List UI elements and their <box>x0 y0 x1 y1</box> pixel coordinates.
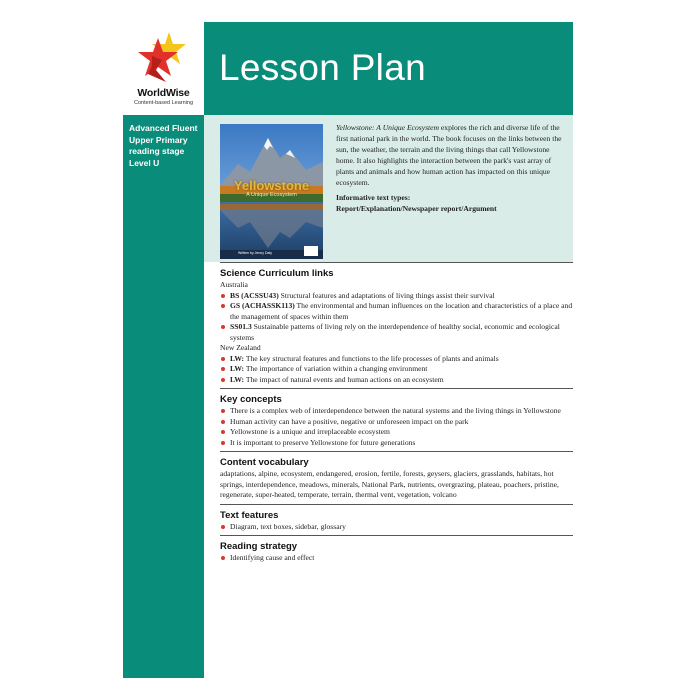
description-body: explores the rich and diverse life of the first national park in the world. The book focuses on the links between the sun, the weather, the terrain and the living things that call Yellowstone home. It also highlights the interaction between the park's vast array of plants and animals and how human action has impacted on this unique ecosystem. <box>336 123 562 187</box>
section-heading: Reading strategy <box>220 541 298 552</box>
curriculum-text: The key structural features and functions to the life processes of plants and animals <box>244 353 499 363</box>
curriculum-code: GS (ACHASSK113) <box>230 301 295 310</box>
level-line: Level U <box>129 157 160 168</box>
page-title: Lesson Plan <box>219 47 426 88</box>
list-item: Identifying cause and effect <box>220 553 573 564</box>
sidebar-band <box>123 115 204 678</box>
region-label: New Zealand <box>220 343 261 352</box>
curriculum-code: LW: <box>230 353 245 363</box>
curriculum-text: Sustainable patterns of living rely on the interdependence of healthy social, economic and ecological systems <box>230 322 560 342</box>
list-item <box>220 375 573 386</box>
vocabulary-text: adaptations, alpine, ecosystem, endangered, erosion, fertile, forests, geysers, glaciers, grasslands, habitats, hot springs, interdependence, meadows, minerals, National Park, nutrients, overgrazing, plateau, poachers, pristine, regenerate, super-heated, temperate, terrain, thermal vent, vegetation, volcano <box>220 469 559 499</box>
intro-text <box>336 122 564 214</box>
worldwise-logo <box>123 22 204 115</box>
reading-level <box>129 123 203 169</box>
curriculum-text: Structural features and adaptations of living things assist their survival <box>278 290 495 300</box>
region-label: Australia <box>220 280 248 289</box>
section-heading: Text features <box>220 509 279 521</box>
list-item <box>220 301 573 322</box>
curriculum-code: LW: <box>230 374 245 384</box>
star-logo-icon <box>136 30 192 86</box>
curriculum-text: The impact of natural events and human actions on an ecosystem <box>244 374 444 384</box>
list-item: There is a complex web of interdependence between the natural systems and the living things in Yellowstone <box>220 406 573 417</box>
cover-publisher-logo <box>304 246 318 256</box>
curriculum-code: SS01.3 <box>230 322 252 331</box>
level-line: reading stage <box>129 146 185 156</box>
vocabulary-section <box>220 451 573 504</box>
cover-author: Written by Jenny Daly <box>238 251 272 255</box>
key-concepts-section <box>220 388 573 451</box>
curriculum-code: LW: <box>230 364 245 373</box>
reading-strategy-list <box>220 553 573 564</box>
list-item <box>220 354 573 365</box>
reading-strategy-section <box>220 535 573 567</box>
logo-tagline: Content-based Learning <box>133 100 193 106</box>
list-item <box>220 291 573 302</box>
curriculum-text: The environmental and human influences on the location and characteristics of a place and the management of spaces within them <box>230 301 573 321</box>
nz-links-list <box>220 354 573 386</box>
list-item: Diagram, text boxes, sidebar, glossary <box>220 522 573 533</box>
curriculum-code: BS (ACSSU43) <box>230 290 279 300</box>
text-features-section <box>220 504 573 536</box>
section-heading: Science Curriculum links <box>220 268 334 279</box>
list-item <box>220 322 573 343</box>
cover-subtitle: A Unique Ecosystem <box>246 192 297 198</box>
lesson-sections <box>220 262 573 567</box>
book-description <box>336 122 564 188</box>
book-cover <box>220 124 323 259</box>
level-line: Upper Primary <box>129 134 188 145</box>
list-item: Human activity can have a positive, negative or unforeseen impact on the park <box>220 417 573 428</box>
list-item <box>220 364 573 375</box>
key-concepts-list <box>220 406 573 448</box>
text-types-label: Informative text types: <box>336 193 411 202</box>
text-types-value: Report/Explanation/Newspaper report/Argument <box>336 204 497 213</box>
list-item: Yellowstone is a unique and irreplaceable ecosystem <box>220 427 573 438</box>
level-line: Advanced Fluent <box>129 123 198 133</box>
curriculum-text: The importance of variation within a changing environment <box>244 364 428 373</box>
cover-title: Yellowstone <box>233 178 310 193</box>
curriculum-section <box>220 262 573 388</box>
text-features-list <box>220 522 573 533</box>
list-item: It is important to preserve Yellowstone for future generations <box>220 438 573 449</box>
australia-links-list <box>220 291 573 344</box>
logo-wordmark: WorldWise <box>137 87 190 99</box>
book-title-italic: Yellowstone: A Unique Ecosystem <box>336 123 440 132</box>
section-heading: Key concepts <box>220 394 282 405</box>
section-heading: Content vocabulary <box>220 457 309 468</box>
page-header <box>204 22 573 115</box>
